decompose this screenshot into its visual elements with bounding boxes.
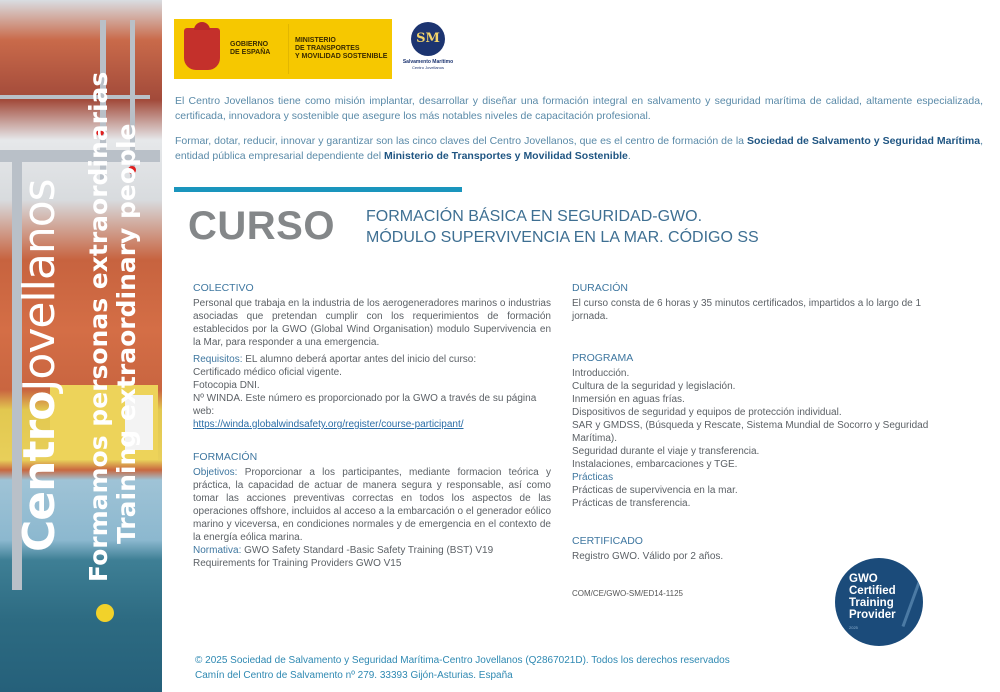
badge-text: GWO Certified Training Provider — [849, 573, 896, 621]
government-logo — [174, 19, 392, 79]
left-column — [193, 282, 551, 570]
platform-rail — [0, 95, 150, 99]
programa-list — [572, 367, 932, 471]
diver-helmet — [96, 604, 114, 622]
certificate-code: COM/CE/GWO-SM/ED14-1125 — [572, 589, 683, 598]
course-label: CURSO — [188, 204, 335, 248]
winda-link[interactable]: https://winda.globalwindsafety.org/register/course-participant/ — [193, 419, 464, 430]
formacion-heading: FORMACIÓN — [193, 451, 258, 463]
ministry-name: MINISTERIO DE TRANSPORTES Y MOVILIDAD SOSTENIBLE — [295, 37, 388, 60]
colectivo-text: Personal que trabaja en la industria de los aerogeneradores marinos o industrias asociadas que pretendan cumplir con los requerimientos de formación establecidos por la GWO (Global Wind Organisation) modulo Supervivencia en la Mar, para responder a una emergencia. — [193, 298, 551, 348]
badge-decor-line — [902, 579, 922, 627]
practicas-label: Prácticas — [572, 472, 614, 483]
certificado-text: Registro GWO. Válido por 2 años. — [572, 551, 724, 562]
sm-emblem-icon: SM — [411, 22, 445, 56]
sm-subname: Centro Jovellanos — [411, 65, 445, 70]
badge-year: 2025 — [849, 625, 858, 630]
list-item: Instalaciones, embarcaciones y TGE. — [572, 459, 738, 470]
tagline-en: Training extraordinary people — [112, 123, 141, 544]
list-item: Inmersión en aguas frías. — [572, 394, 685, 405]
duracion-text: El curso consta de 6 horas y 35 minutos certificados, impartidos a lo largo de 1 jornada. — [572, 298, 922, 322]
brand-vertical-text: CentroJovellanos — [14, 179, 65, 552]
right-column — [572, 282, 932, 600]
gov-name: GOBIERNO DE ESPAÑA — [230, 41, 271, 56]
list-item: Prácticas de transferencia. — [572, 498, 691, 509]
list-item: Cultura de la seguridad y legislación. — [572, 381, 736, 392]
course-title: FORMACIÓN BÁSICA EN SEGURIDAD-GWO. MÓDULO SUPERVIVENCIA EN LA MAR. CÓDIGO SS — [366, 208, 759, 246]
coat-of-arms-icon — [184, 28, 220, 70]
hero-photo — [0, 0, 162, 692]
intro-paragraph-1: El Centro Jovellanos tiene como misión implantar, desarrollar y diseñar una formación integral en salvamento y seguridad marítima de calidad, altamente especializada, certificada, innovadora y sostenible que asegure los más notables niveles de capacitación profesional. — [175, 95, 983, 122]
programa-heading: PROGRAMA — [572, 352, 634, 364]
intro-paragraph-2: Formar, dotar, reducir, innovar y garantizar son las cinco claves del Centro Jovellanos, que es el centro de formación de la Sociedad de Salvamento y Seguridad Marítima, entidad pública empresarial dependiente del Ministerio de Transportes y Movilidad Sostenible. — [175, 135, 983, 162]
list-item: Prácticas de supervivencia en la mar. — [572, 485, 738, 496]
list-item: SAR y GMDSS, (Búsqueda y Rescate, Sistema Mundial de Socorro y Seguridad Marítima). — [572, 420, 929, 444]
copyright: © 2025 Sociedad de Salvamento y Seguridad Marítima-Centro Jovellanos (Q2867021D). Todos los derechos reservados — [195, 655, 730, 666]
gwo-certified-badge — [835, 558, 923, 646]
footer — [195, 653, 730, 683]
logo-divider — [288, 24, 289, 74]
tagline-es: Formamos personas extraordinarias — [84, 71, 113, 582]
certificado-heading: CERTIFICADO — [572, 535, 643, 547]
sm-name: Salvamento Marítimo — [402, 59, 454, 65]
objetivos: Objetivos: Proporcionar a los participantes, mediante formacion teórica y práctica, la capacidad de actuar de manera segura y responsable, así como tomar las acciones preventivas correctas en todos los aspectos de las operaciones offshore, incluidos al acceso a la embarcación o el generador eólico marino y viceversa, en condiciones normales y de emergencia en el contexto de la energía eólica marina. — [193, 467, 551, 543]
address: Camín del Centro de Salvamento nº 279. 33393 Gijón-Asturias. España — [195, 670, 513, 681]
accent-bar — [174, 187, 462, 192]
intro-text — [175, 94, 983, 174]
list-item: Introducción. — [572, 368, 630, 379]
list-item: Seguridad durante el viaje y transferencia. — [572, 446, 760, 457]
normativa: Normativa: GWO Safety Standard -Basic Safety Training (BST) V19 Requirements for Training Providers GWO V15 — [193, 545, 494, 569]
duracion-heading: DURACIÓN — [572, 282, 629, 294]
salvamento-maritimo-logo — [402, 22, 454, 70]
list-item: Dispositivos de seguridad y equipos de protección individual. — [572, 407, 842, 418]
colectivo-heading: COLECTIVO — [193, 282, 254, 294]
requisitos: Requisitos: EL alumno deberá aportar antes del inicio del curso: Certificado médico oficial vigente. Fotocopia DNI. Nº WINDA. Este número es proporcionado por la GWO a través de su página web: https://winda.globalwindsafety.org/register/course-participant/ — [193, 354, 537, 430]
